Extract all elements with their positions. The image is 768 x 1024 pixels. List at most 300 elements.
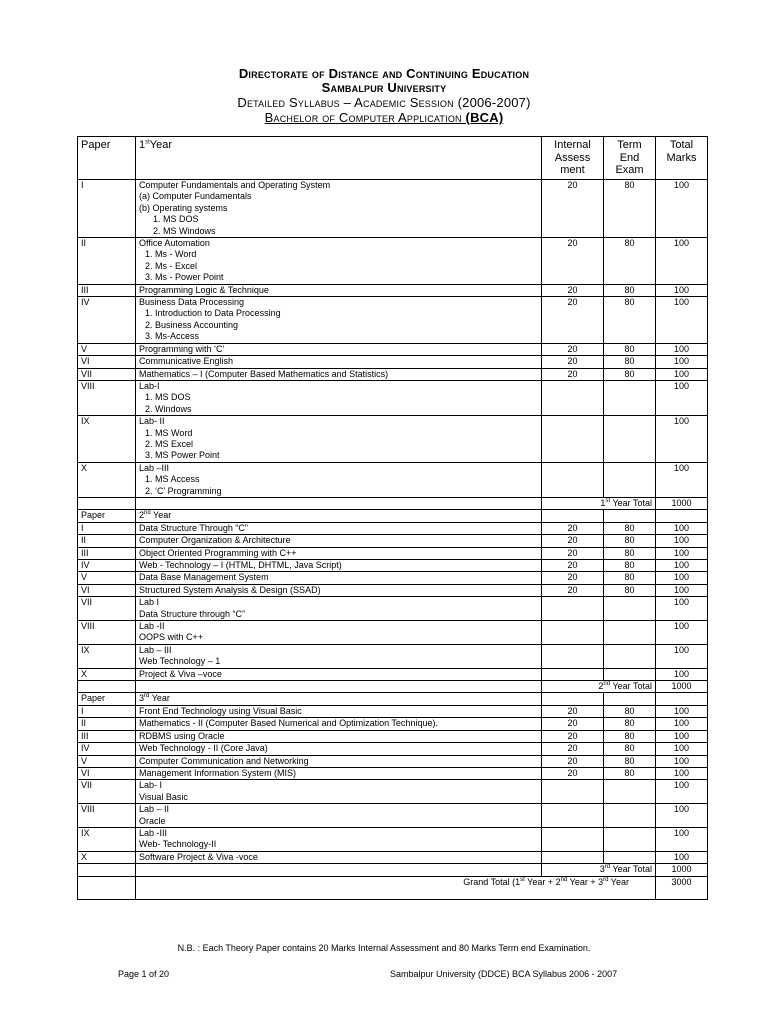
grand-total-row: [78, 876, 708, 899]
running-title: Sambalpur University (DDCE) BCA Syllabus 2006 - 2007: [390, 969, 618, 979]
internal-marks: 20: [542, 547, 604, 559]
internal-marks: 20: [542, 705, 604, 717]
internal-marks: [542, 597, 604, 621]
subject-detail: 2. MS Excel: [145, 438, 194, 449]
subject-cell: [136, 343, 542, 355]
internal-marks: 20: [542, 572, 604, 584]
year3-head-paper: Paper: [78, 693, 136, 705]
total-marks: 100: [656, 284, 708, 296]
paper-number: V: [78, 572, 136, 584]
year3-head-sup: rd: [144, 693, 150, 700]
year3-total-row: [78, 864, 708, 876]
term-marks: 80: [604, 560, 656, 572]
internal-marks: [542, 851, 604, 863]
internal-marks: 20: [542, 718, 604, 730]
subject-detail: 1. MS DOS: [145, 392, 191, 403]
subject-title: Project & Viva –voce: [139, 668, 222, 679]
total-marks: 100: [656, 560, 708, 572]
year1-total-label: [542, 497, 656, 509]
internal-marks: 20: [542, 356, 604, 368]
paper-number: VII: [78, 780, 136, 804]
grand-total-sup: st: [520, 876, 525, 883]
internal-marks: 20: [542, 767, 604, 779]
term-marks: 80: [604, 535, 656, 547]
empty-cell: [542, 510, 604, 522]
internal-marks: 20: [542, 535, 604, 547]
internal-marks: 20: [542, 297, 604, 344]
total-marks: 100: [656, 343, 708, 355]
internal-marks: 20: [542, 743, 604, 755]
col-header-paper: Paper: [78, 137, 136, 180]
total-marks: 100: [656, 743, 708, 755]
subject-cell: [136, 180, 542, 238]
subject-cell: [136, 584, 542, 596]
footnote: N.B. : Each Theory Paper contains 20 Marks Internal Assessment and 80 Marks Term end Examination.: [177, 943, 591, 953]
col-header-term: [604, 137, 656, 180]
total-marks: 100: [656, 297, 708, 344]
table-row: [78, 572, 708, 584]
term-marks: 80: [604, 180, 656, 238]
table-row: [78, 597, 708, 621]
paper-number: III: [78, 730, 136, 742]
col-header-total-line: Marks: [666, 151, 697, 164]
internal-marks: 20: [542, 560, 604, 572]
subject-detail: Oracle: [139, 815, 166, 826]
term-marks: [604, 827, 656, 851]
subject-cell: [136, 755, 542, 767]
year1-total-row: [78, 497, 708, 509]
internal-marks: [542, 380, 604, 415]
subject-detail: 2. Windows: [145, 403, 192, 414]
total-text: Year Total: [612, 681, 652, 692]
subject-cell: [136, 297, 542, 344]
subject-title: Lab I: [139, 597, 160, 608]
term-marks: 80: [604, 522, 656, 534]
col-header-year-text: Year: [149, 139, 173, 151]
total-marks: 100: [656, 416, 708, 463]
grand-total-part: Grand Total (1: [463, 876, 521, 887]
term-marks: 80: [604, 547, 656, 559]
paper-number: VI: [78, 584, 136, 596]
paper-number: VIII: [78, 380, 136, 415]
subject-cell: [136, 547, 542, 559]
paper-number: I: [78, 180, 136, 238]
paper-number: I: [78, 522, 136, 534]
paper-number: IX: [78, 644, 136, 668]
total-marks: 100: [656, 780, 708, 804]
paper-number: VIII: [78, 804, 136, 828]
table-row: [78, 851, 708, 863]
grand-total-sup: rd: [603, 876, 609, 883]
table-row: [78, 584, 708, 596]
page-number: Page 1 of 20: [118, 969, 170, 979]
year3-head-row: [78, 693, 708, 705]
internal-marks: 20: [542, 238, 604, 285]
internal-marks: [542, 827, 604, 851]
subject-title: Business Data Processing: [139, 297, 245, 308]
empty-cell: [542, 693, 604, 705]
col-header-term-line: End: [619, 151, 640, 164]
year2-section: [78, 522, 708, 680]
subject-title: Lab –III: [139, 462, 170, 473]
table-row: [78, 827, 708, 851]
term-marks: [604, 668, 656, 680]
year3-head-num: 3: [139, 693, 145, 704]
total-sup: rd: [604, 864, 611, 871]
table-row: [78, 804, 708, 828]
paper-number: II: [78, 535, 136, 547]
subject-detail: Visual Basic: [139, 791, 188, 802]
table-row: [78, 284, 708, 296]
empty-cell: [78, 876, 136, 899]
empty-cell: [136, 497, 542, 509]
total-marks: 100: [656, 804, 708, 828]
total-marks: 100: [656, 755, 708, 767]
year3-section: [78, 705, 708, 863]
empty-cell: [78, 864, 136, 876]
subject-title: Computer Organization & Architecture: [139, 535, 291, 546]
col-header-internal-line: Internal: [554, 139, 591, 151]
grand-total-part: Year: [608, 876, 629, 887]
subject-cell: [136, 535, 542, 547]
subject-detail: 2. Business Accounting: [145, 319, 239, 330]
paper-number: IV: [78, 560, 136, 572]
subject-title: Lab – II: [139, 804, 170, 815]
total-marks: 100: [656, 238, 708, 285]
year2-total-row: [78, 681, 708, 693]
col-header-year: [136, 137, 542, 180]
total-marks: 100: [656, 180, 708, 238]
subject-title: Lab -II: [139, 621, 165, 632]
paper-number: V: [78, 755, 136, 767]
paper-number: X: [78, 851, 136, 863]
internal-marks: [542, 668, 604, 680]
subject-title: Mathematics – I (Computer Based Mathematics and Statistics): [139, 368, 389, 379]
subject-cell: [136, 356, 542, 368]
term-marks: 80: [604, 343, 656, 355]
internal-marks: 20: [542, 730, 604, 742]
subject-cell: [136, 718, 542, 730]
grand-total-sup: nd: [560, 876, 568, 883]
total-marks: 100: [656, 668, 708, 680]
paper-number: VII: [78, 597, 136, 621]
col-header-total-line: Total: [669, 139, 694, 151]
term-marks: [604, 380, 656, 415]
subject-title: Web Technology - II (Core Java): [139, 743, 268, 754]
internal-marks: [542, 621, 604, 645]
table-row: [78, 730, 708, 742]
table-row: [78, 705, 708, 717]
total-marks: 100: [656, 767, 708, 779]
subject-title: Lab-I: [139, 380, 160, 391]
paper-number: X: [78, 668, 136, 680]
subject-cell: [136, 560, 542, 572]
subject-cell: [136, 284, 542, 296]
paper-number: VI: [78, 356, 136, 368]
total-marks: 100: [656, 827, 708, 851]
subject-title: RDBMS using Oracle: [139, 730, 225, 741]
total-marks: 100: [656, 621, 708, 645]
paper-number: II: [78, 238, 136, 285]
subject-title: Office Automation: [139, 238, 210, 249]
term-marks: 80: [604, 743, 656, 755]
subject-title: Software Project & Viva -voce: [139, 851, 258, 862]
col-header-internal-line: ment: [560, 164, 585, 176]
subject-cell: [136, 743, 542, 755]
subject-cell: [136, 851, 542, 863]
year2-total-section: [78, 681, 708, 706]
grand-total-section: [78, 864, 708, 899]
subject-cell: [136, 668, 542, 680]
term-marks: 80: [604, 297, 656, 344]
subject-title: Lab – III: [139, 644, 172, 655]
subject-cell: [136, 572, 542, 584]
total-text: Year Total: [612, 864, 652, 875]
subject-detail: 2. MS Windows: [153, 225, 216, 236]
empty-cell: [656, 693, 708, 705]
internal-marks: [542, 644, 604, 668]
table-row: [78, 535, 708, 547]
internal-marks: 20: [542, 368, 604, 380]
total-num: 3: [599, 864, 605, 875]
total-text: Year Total: [612, 497, 652, 508]
col-header-total: [656, 137, 708, 180]
subject-title: Web - Technology – I (HTML, DHTML, Java Script): [139, 560, 342, 570]
year2-total-value: 1000: [656, 681, 708, 693]
paper-number: IV: [78, 297, 136, 344]
empty-cell: [78, 681, 136, 693]
subject-title: Programming with ‘C’: [139, 343, 225, 354]
total-marks: 100: [656, 597, 708, 621]
term-marks: [604, 462, 656, 497]
header-program-code: (BCA): [465, 110, 504, 125]
year1-total-value: 1000: [656, 497, 708, 509]
year3-head-year: [136, 693, 542, 705]
year1-total-section: [78, 497, 708, 522]
total-marks: 100: [656, 356, 708, 368]
col-header-year-sup: st: [145, 139, 150, 146]
term-marks: [604, 804, 656, 828]
subject-detail: OOPS with C++: [139, 632, 204, 643]
subject-detail: 3. Ms-Access: [145, 331, 200, 342]
total-sup: st: [605, 497, 611, 504]
subject-cell: [136, 730, 542, 742]
subject-detail: 1. Introduction to Data Processing: [145, 308, 281, 319]
total-marks: 100: [656, 462, 708, 497]
paper-number: VI: [78, 767, 136, 779]
paper-number: VII: [78, 368, 136, 380]
grand-total-label: [136, 876, 656, 899]
term-marks: 80: [604, 705, 656, 717]
subject-title: Mathematics - II (Computer Based Numerical and Optimization Technique).: [139, 718, 438, 729]
internal-marks: 20: [542, 284, 604, 296]
table-row: [78, 238, 708, 285]
total-marks: 100: [656, 547, 708, 559]
subject-detail: 1. MS DOS: [153, 214, 199, 225]
subject-cell: [136, 705, 542, 717]
subject-title: Communicative English: [139, 356, 234, 367]
header-program-name: Bachelor of Computer Application: [264, 110, 466, 125]
header-university: Sambalpur University: [321, 80, 447, 95]
internal-marks: 20: [542, 343, 604, 355]
paper-number: III: [78, 547, 136, 559]
subject-detail: 2. ‘C’ Programming: [145, 485, 222, 496]
subject-detail: Data Structure through “C”: [139, 608, 246, 619]
total-marks: 100: [656, 522, 708, 534]
internal-marks: [542, 804, 604, 828]
term-marks: [604, 597, 656, 621]
table-row: [78, 416, 708, 463]
grand-total-part: Year + 3: [567, 876, 604, 887]
total-marks: 100: [656, 730, 708, 742]
empty-cell: [136, 864, 542, 876]
col-header-term-line: Term: [617, 139, 642, 151]
subject-title: Programming Logic & Technique: [139, 284, 269, 295]
subject-cell: [136, 621, 542, 645]
term-marks: [604, 416, 656, 463]
paper-number: IV: [78, 743, 136, 755]
table-row: [78, 718, 708, 730]
subject-cell: [136, 368, 542, 380]
table-row: [78, 297, 708, 344]
table-row: [78, 767, 708, 779]
internal-marks: [542, 780, 604, 804]
total-marks: 100: [656, 572, 708, 584]
table-header-row: [78, 137, 708, 180]
col-header-term-line: Exam: [615, 164, 644, 176]
empty-cell: [136, 681, 542, 693]
total-num: 2: [598, 681, 604, 692]
table-row: [78, 644, 708, 668]
grand-total-value: 3000: [656, 876, 708, 899]
total-marks: 100: [656, 851, 708, 863]
table-row: [78, 522, 708, 534]
term-marks: 80: [604, 356, 656, 368]
subject-cell: [136, 804, 542, 828]
internal-marks: [542, 416, 604, 463]
subject-cell: [136, 522, 542, 534]
subject-cell: [136, 767, 542, 779]
year2-total-label: [542, 681, 656, 693]
subject-cell: [136, 416, 542, 463]
total-marks: 100: [656, 380, 708, 415]
term-marks: 80: [604, 368, 656, 380]
subject-detail: 3. Ms - Power Point: [145, 272, 224, 283]
empty-cell: [78, 497, 136, 509]
term-marks: 80: [604, 572, 656, 584]
table-row: [78, 755, 708, 767]
subject-title: Data Base Management System: [139, 572, 269, 583]
internal-marks: 20: [542, 180, 604, 238]
subject-detail: 1. MS Word: [145, 427, 193, 438]
table-row: [78, 368, 708, 380]
col-header-internal: [542, 137, 604, 180]
table-row: [78, 560, 708, 572]
year2-head-year: [136, 510, 542, 522]
subject-title: Front End Technology using Visual Basic: [139, 705, 302, 716]
subject-cell: [136, 780, 542, 804]
subject-detail: 2. Ms - Excel: [145, 260, 198, 271]
subject-title: Computer Communication and Networking: [139, 755, 309, 766]
term-marks: 80: [604, 584, 656, 596]
subject-detail: Web- Technology-II: [139, 839, 217, 850]
total-marks: 100: [656, 368, 708, 380]
table-row: [78, 343, 708, 355]
total-marks: 100: [656, 705, 708, 717]
subject-title: Management Information System (MIS): [139, 767, 297, 778]
total-sup: nd: [603, 681, 611, 688]
subject-detail: Web Technology – 1: [139, 656, 221, 667]
year3-head-text: Year: [151, 693, 170, 704]
term-marks: [604, 644, 656, 668]
subject-cell: [136, 238, 542, 285]
table-row: [78, 780, 708, 804]
subject-cell: [136, 827, 542, 851]
table-row: [78, 621, 708, 645]
header-session: Detailed Syllabus – Academic Session (2006-2007): [237, 95, 531, 110]
year3-total-label: [542, 864, 656, 876]
paper-number: VIII: [78, 621, 136, 645]
year3-total-value: 1000: [656, 864, 708, 876]
subject-detail: 3. MS Power Point: [145, 450, 220, 461]
total-marks: 100: [656, 584, 708, 596]
subject-title: Object Oriented Programming with C++: [139, 547, 297, 558]
table-row: [78, 668, 708, 680]
header-program: [0, 110, 768, 125]
table-row: [78, 356, 708, 368]
subject-cell: [136, 380, 542, 415]
empty-cell: [604, 510, 656, 522]
subject-title: Lab- I: [139, 780, 163, 791]
subject-title: Structured System Analysis & Design (SSAD): [139, 584, 321, 595]
year2-head-row: [78, 510, 708, 522]
header-institution: Directorate of Distance and Continuing Education: [238, 66, 530, 81]
subject-cell: [136, 597, 542, 621]
subject-title: Data Structure Through “C”: [139, 522, 248, 533]
internal-marks: 20: [542, 584, 604, 596]
table-row: [78, 547, 708, 559]
term-marks: 80: [604, 718, 656, 730]
term-marks: 80: [604, 238, 656, 285]
col-header-year-num: 1: [139, 139, 146, 151]
total-marks: 100: [656, 644, 708, 668]
empty-cell: [604, 693, 656, 705]
year2-head-paper: Paper: [78, 510, 136, 522]
table-row: [78, 743, 708, 755]
term-marks: 80: [604, 730, 656, 742]
paper-number: V: [78, 343, 136, 355]
total-marks: 100: [656, 535, 708, 547]
year2-head-sup: nd: [144, 510, 151, 517]
table-row: [78, 180, 708, 238]
paper-number: X: [78, 462, 136, 497]
subject-detail: 1. MS Access: [145, 474, 200, 485]
paper-number: III: [78, 284, 136, 296]
year2-head-num: 2: [139, 510, 145, 521]
empty-cell: [656, 510, 708, 522]
internal-marks: 20: [542, 755, 604, 767]
subject-title: Lab- II: [139, 416, 165, 427]
subject-title: Lab -III: [139, 827, 168, 838]
term-marks: [604, 621, 656, 645]
table-row: [78, 380, 708, 415]
term-marks: [604, 851, 656, 863]
internal-marks: 20: [542, 522, 604, 534]
subject-cell: [136, 462, 542, 497]
term-marks: 80: [604, 767, 656, 779]
subject-detail: (b) Operating systems: [139, 202, 228, 213]
subject-cell: [136, 644, 542, 668]
